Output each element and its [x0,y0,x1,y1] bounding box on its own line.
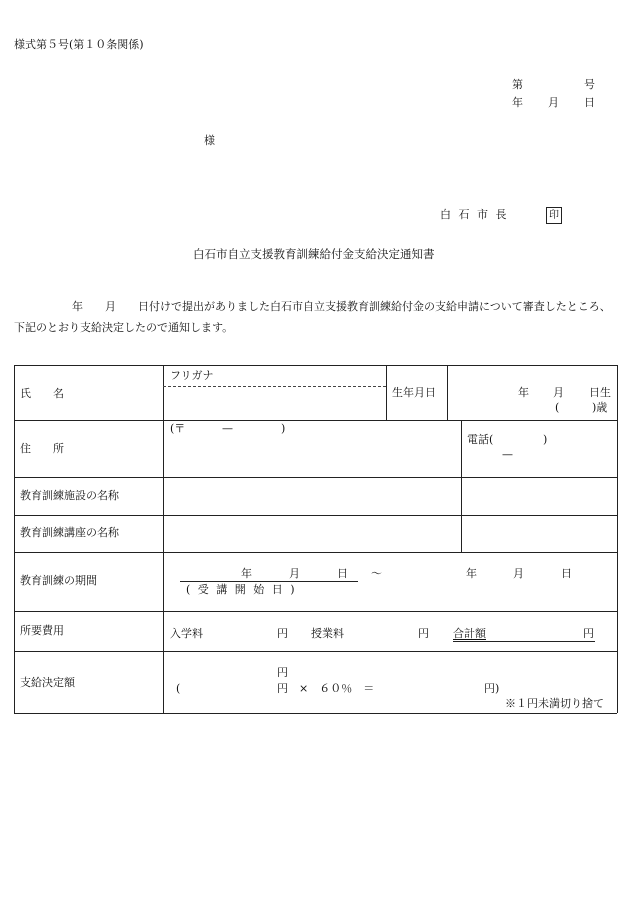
doc-number-prefix: 第 [512,78,523,91]
birth-month-label: 月 [553,386,564,399]
notice-text: 年 月 日付けで提出がありました白石市自立支援教育訓練給付金の支給申請について審査したところ、下記のとおり支給決定したので通知します。 [14,300,611,334]
addressee-suffix: 様 [204,134,215,147]
period-start-day: 日 [337,567,348,580]
tuition-label: 授業料 [311,627,344,640]
period-end-day: 日 [561,567,572,580]
period-end-month: 月 [513,567,524,580]
address-field[interactable] [170,440,456,470]
seal-stamp: 印 [546,207,562,224]
period-start-month: 月 [289,567,300,580]
phone-close: ) [543,433,548,446]
period-start-year: 年 [241,567,252,580]
issue-date-year: 年 [512,96,523,109]
facility-field[interactable] [170,484,456,508]
postal-open: (〒 [170,422,186,435]
form-number: 様式第５号(第１０条関係) [14,38,144,51]
notice-paragraph [14,296,620,338]
name-field[interactable] [170,395,382,413]
formula-result-yen: 円) [484,682,500,695]
entrance-fee-label: 入学料 [170,627,203,640]
total-underline [453,641,595,642]
phone-label: 電話( [467,433,494,446]
postal-dash: — [222,422,233,435]
total-label: 合計額 [453,627,486,640]
issue-date-month: 月 [548,96,559,109]
period-start-underline [180,581,358,582]
address-label: 住 所 [20,442,64,455]
period-label: 教育訓練の期間 [20,574,97,587]
facility-label: 教育訓練施設の名称 [20,489,119,502]
period-end-year: 年 [466,567,477,580]
course-field[interactable] [170,521,456,545]
birth-year-label: 年 [518,386,529,399]
entrance-fee-yen: 円 [277,627,288,640]
cost-label: 所要費用 [20,624,64,637]
issuer-name: 白 石 市 長 [440,208,509,221]
doc-number-suffix: 号 [584,78,595,91]
decision-label: 支給決定額 [20,676,75,689]
period-tilde: ～ [371,567,382,580]
formula-open-paren: ( [176,682,181,695]
document-title: 白石市自立支援教育訓練給付金支給決定通知書 [193,247,435,261]
phone-dash: — [502,448,513,461]
period-note: ( 受 講 開 始 日 ) [186,583,297,596]
furigana-label: フリガナ [170,369,214,382]
birth-day-label: 日生 [589,386,611,399]
total-yen: 円 [583,627,594,640]
issue-date-day: 日 [584,96,595,109]
name-label: 氏 名 [20,387,64,400]
age-open-paren: ( [555,401,560,414]
formula-expression: 円 × ６０％ ＝ [277,682,375,695]
course-label: 教育訓練講座の名称 [20,526,119,539]
postal-close: ) [281,422,286,435]
tuition-yen: 円 [418,627,429,640]
age-close-paren: )歳 [592,401,608,414]
birth-date-label: 生年月日 [392,386,436,399]
decision-yen: 円 [277,666,288,679]
rounding-note: ※１円未満切り捨て [505,697,604,710]
